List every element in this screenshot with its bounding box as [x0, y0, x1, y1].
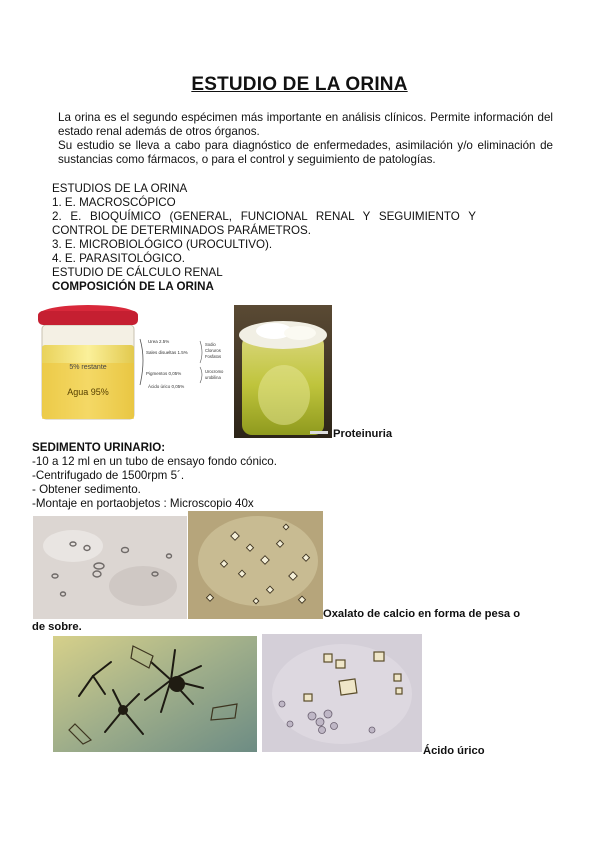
subcomponent-label: Sodio	[205, 342, 216, 347]
uric-acid-rosette-micrograph	[53, 636, 257, 752]
uric-acid-caption: Ácido úrico	[423, 745, 485, 757]
subcomponent-label: Fosfatos	[205, 354, 222, 359]
oxalate-caption-line2: de sobre.	[32, 621, 82, 633]
component-label: Ácido úrico 0,05%	[148, 384, 185, 389]
studies-heading: ESTUDIOS DE LA ORINA	[52, 182, 188, 195]
subcomponent-label: urobilina	[205, 375, 221, 380]
oxalate-envelope-micrograph	[188, 511, 323, 619]
study-item: 4. E. PARASITOLÓGICO.	[52, 252, 185, 265]
study-item: ESTUDIO DE CÁLCULO RENAL	[52, 266, 223, 279]
study-item: 2. E. BIOQUÍMICO (GENERAL, FUNCIONAL RENAL Y SEGUIMIENTO Y	[52, 210, 476, 223]
subcomponent-label: Urocromo	[205, 369, 224, 374]
sediment-step: -10 a 12 ml en un tubo de ensayo fondo cónico.	[32, 455, 277, 468]
study-item: 1. E. MACROSCÓPICO	[52, 196, 176, 209]
oxalate-dumbbell-micrograph	[33, 516, 187, 619]
cup-lid-rim	[38, 311, 138, 325]
sediment-heading: SEDIMENTO URINARIO:	[32, 441, 166, 454]
component-label: Urea 2.5%	[148, 339, 170, 344]
intro-paragraph-2: Su estudio se lleva a cabo para diagnóstico de enfermedades, asimilación y/o eliminación de sustancias como fármacos, o para el control y seguimiento de patologías.	[58, 139, 553, 166]
sediment-section	[32, 441, 432, 511]
uric-acid-plates-micrograph	[262, 634, 422, 752]
proteinuria-photo	[234, 305, 332, 438]
component-label: Pigmentos 0,05%	[146, 371, 182, 376]
study-item: 3. E. MICROBIOLÓGICO (UROCULTIVO).	[52, 238, 273, 251]
proteinuria-caption: Proteinuria	[333, 428, 393, 440]
subcomponent-label: Cloruros	[205, 348, 221, 353]
page-title: ESTUDIO DE LA ORINA	[191, 74, 408, 95]
intro-paragraph-1: La orina es el segundo espécimen más importante en análisis clínicos. Permite información del estado renal además de otros órganos.	[58, 111, 553, 138]
composition-heading: COMPOSICIÓN DE LA ORINA	[52, 280, 214, 293]
rest-label: 5% restante	[69, 364, 107, 371]
water-label: Agua 95%	[67, 387, 109, 397]
sediment-step: - Obtener sedimento.	[32, 483, 141, 496]
sediment-step: -Centrifugado de 1500rpm 5´.	[32, 469, 185, 482]
study-item: CONTROL DE DETERMINADOS PARÁMETROS.	[52, 224, 311, 237]
oxalate-caption-line1: Oxalato de calcio en forma de pesa o	[323, 608, 521, 620]
component-label: Sales disueltas 1.5%	[146, 350, 188, 355]
urine-composition-diagram	[36, 297, 232, 429]
intro-text	[58, 111, 553, 167]
sediment-step: -Montaje en portaobjetos : Microscopio 40x	[32, 497, 254, 510]
studies-list	[52, 182, 552, 294]
